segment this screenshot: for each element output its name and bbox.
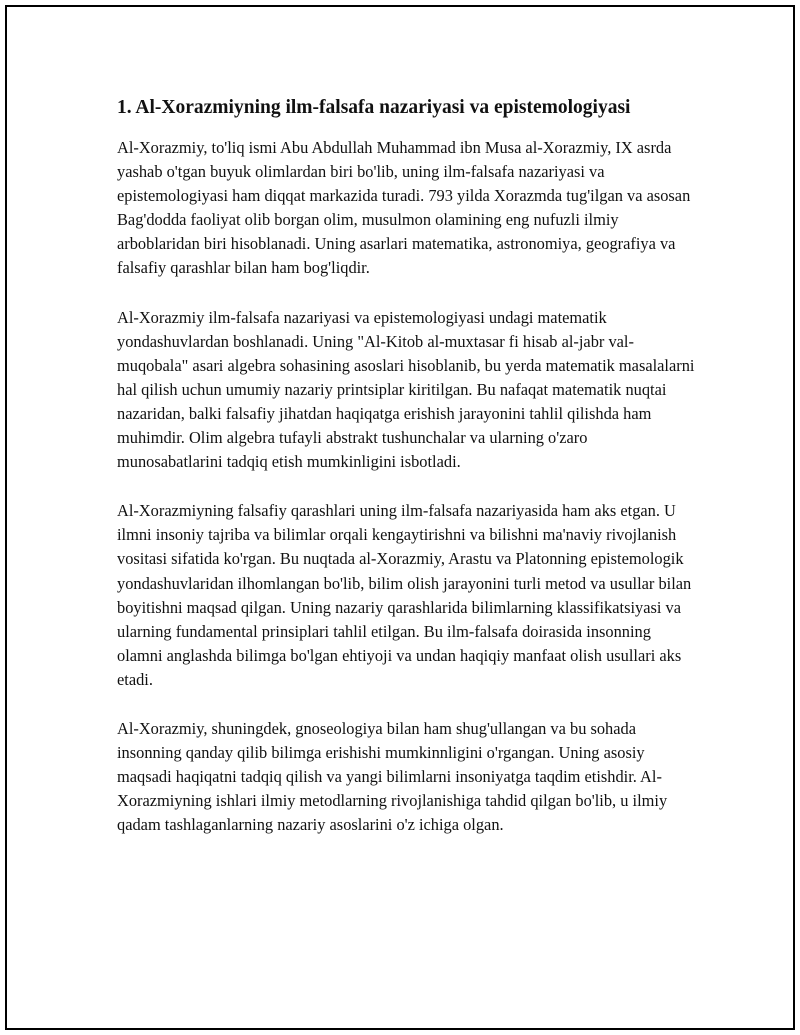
document-body [117, 94, 697, 862]
section-heading: 1. Al-Xorazmiyning ilm-falsafa nazariyasi va epistemologiyasi [117, 97, 631, 118]
paragraph-4: Al-Xorazmiy, shuningdek, gnoseologiya bilan ham shug'ullangan va bu sohada insonning qanday qilib bilimga erishishi mumkinnligini o'rgangan. Uning asosiy maqsadi haqiqatni tadqiq qilish va yangi bilimlarni insoniyatga taqdim etishdir. Al-Xorazmiyning ishlari ilmiy metodlarning rivojlanishiga tahdid qilgan bo'lib, u ilmiy qadam tashlaganlarning nazariy asoslarini o'z ichiga olgan. [117, 718, 668, 835]
paragraph-3: Al-Xorazmiyning falsafiy qarashlari uning ilm-falsafa nazariyasida ham aks etgan. U ilmni insoniy tajriba va bilimlar orqali kengaytirishni va bilishni ma'naviy rivojlanish vositasi sifatida ko'rgan. Bu nuqtada al-Xorazmiy, Arastu va Platonning epistemologik yondashuvlaridan ilhomlangan bo'lib, bilim olish jarayonini turli metod va usullar bilan boyitishni maqsad qilgan. Uning nazariy qarashlarida bilimlarning klassifikatsiyasi va ularning fundamental prinsiplari tahlil etilgan. Bu ilm-falsafa doirasida insonning olamni anglashda bilimga bo'lgan ehtiyoji va undan haqiqiy manfaat olish usullari aks etadi. [117, 501, 692, 689]
paragraph-1: Al-Xorazmiy, to'liq ismi Abu Abdullah Muhammad ibn Musa al-Xorazmiy, IX asrda yashab o'tgan buyuk olimlardan biri bo'lib, uning ilm-falsafa nazariyasi va epistemologiyasi ham diqqat markazida turadi. 793 yilda Xorazmda tug'ilgan va asosan Bag'dodda faoliyat olib borgan olim, musulmon olamining eng nufuzli ilmiy arboblaridan biri hisoblanadi. Uning asarlari matematika, astronomiya, geografiya va falsafiy qarashlar bilan ham bog'liqdir. [117, 138, 691, 278]
paragraph-2: Al-Xorazmiy ilm-falsafa nazariyasi va epistemologiyasi undagi matematik yondashuvlardan boshlanadi. Uning "Al-Kitob al-muxtasar fi hisab al-jabr val-muqobala" asari algebra sohasining asoslari hisoblanib, bu yerda matematik masalalarni hal qilish uchun umumiy nazariy printsiplar kiritilgan. Bu nafaqat matematik nuqtai nazaridan, balki falsafiy jihatdan haqiqatga erishish jarayonini tahlil qilishda ham muhimdir. Olim algebra tufayli abstrakt tushunchalar va ularning o'zaro munosabatlarini tadqiq etish mumkinligini isbotladi. [117, 307, 695, 472]
